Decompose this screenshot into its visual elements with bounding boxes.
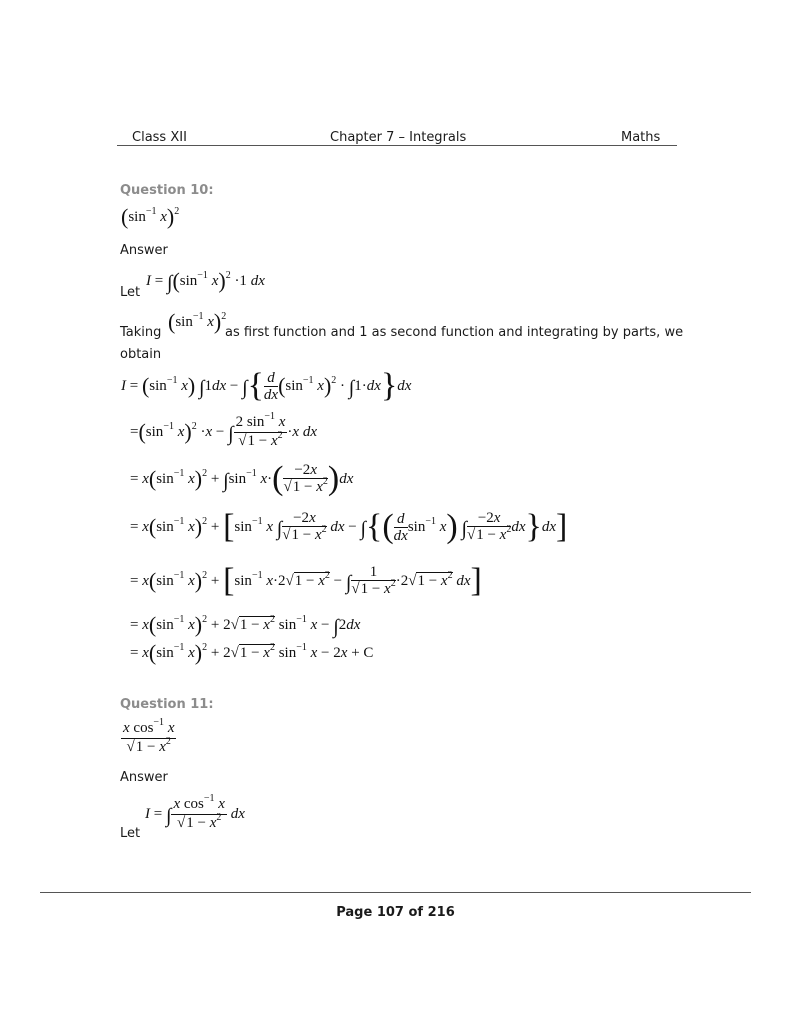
- q11-let-equation: I = ∫ $\frac{x \cos^{-1} x}{√1 - x^2}$ dx: [145, 793, 245, 831]
- q10-let-equation: $I = \int(\sin^{-1}$ x)$^2$ ·1 dx: [146, 268, 265, 294]
- header-class: Class XII: [132, 130, 187, 145]
- header-subject: Maths: [621, 130, 661, 145]
- q10-step-2: $=(\sin^{-1}$ x)$^2$ ·x − ∫ $\frac{2 \sin^{-1} x}{√1 - x^2}$ ·x dx: [130, 411, 317, 449]
- q10-step-3: = $x(\sin^{-1}$ $x)^2 + \int\sin^{-1}$ x·( $\frac{-2x}{√1 - x^2}$ )dx: [130, 460, 354, 497]
- q10-taking-label: Taking: [120, 325, 162, 340]
- q10-expression: ($\sin^{-1}$ x)$^2$: [121, 204, 180, 229]
- footer-divider: [40, 892, 751, 893]
- header-chapter: Chapter 7 – Integrals: [330, 130, 467, 145]
- q11-expression: $\frac{x \cos^{-1} x}{√1 - x^2}$: [123, 717, 175, 755]
- page-number: Page 107 of 216: [336, 905, 455, 920]
- header-divider: [117, 145, 677, 146]
- q10-let-label: Let: [120, 285, 141, 300]
- question-11-title: Question 11:: [120, 697, 214, 712]
- q10-step-1: $I = (\sin^{-1}$ x) ∫1dx − ∫{ $\frac{d}{dx}$ ($\sin^{-1}$ x)$^2$ · ∫1·dx}dx: [121, 367, 412, 404]
- q10-step-4: = $x(\sin^{-1}$ $x)^2 + [\sin^{-1}$ x ∫ $\frac{-2x}{√1 - x^2}$ dx − ∫{( $\frac{d}{dx}$ $\sin^{-1} x$) ∫ $\frac{-2x}{√1 - x^2}$ dx}dx]: [130, 508, 568, 545]
- q10-step-7: = $x(\sin^{-1}$ $x)^2 + 2√1 - x^2$ $\sin^{-1} x - 2x + C$: [130, 640, 374, 665]
- q10-taking-rest: as first function and 1 as second function and integrating by parts, we: [225, 325, 684, 340]
- q10-obtain: obtain: [120, 347, 162, 362]
- q11-let-label: Let: [120, 826, 141, 841]
- question-10-title: Question 10:: [120, 183, 214, 198]
- q10-step-5: = $x(\sin^{-1}$ $x)^2 + [\sin^{-1}$ $x\cdot 2√1 - x^2$ − ∫ $\frac{1}{√1 - x^2}$ $\cdot 2√1 - x^2$ dx]: [130, 562, 482, 599]
- q10-answer-label: Answer: [120, 243, 168, 258]
- q10-first-function: ($\sin^{-1}$ x)$^2$: [168, 309, 227, 334]
- q11-answer-label: Answer: [120, 770, 168, 785]
- q10-step-6: = $x(\sin^{-1}$ $x)^2 + 2√1 - x^2$ $\sin^{-1} x - \int 2dx$: [130, 612, 361, 638]
